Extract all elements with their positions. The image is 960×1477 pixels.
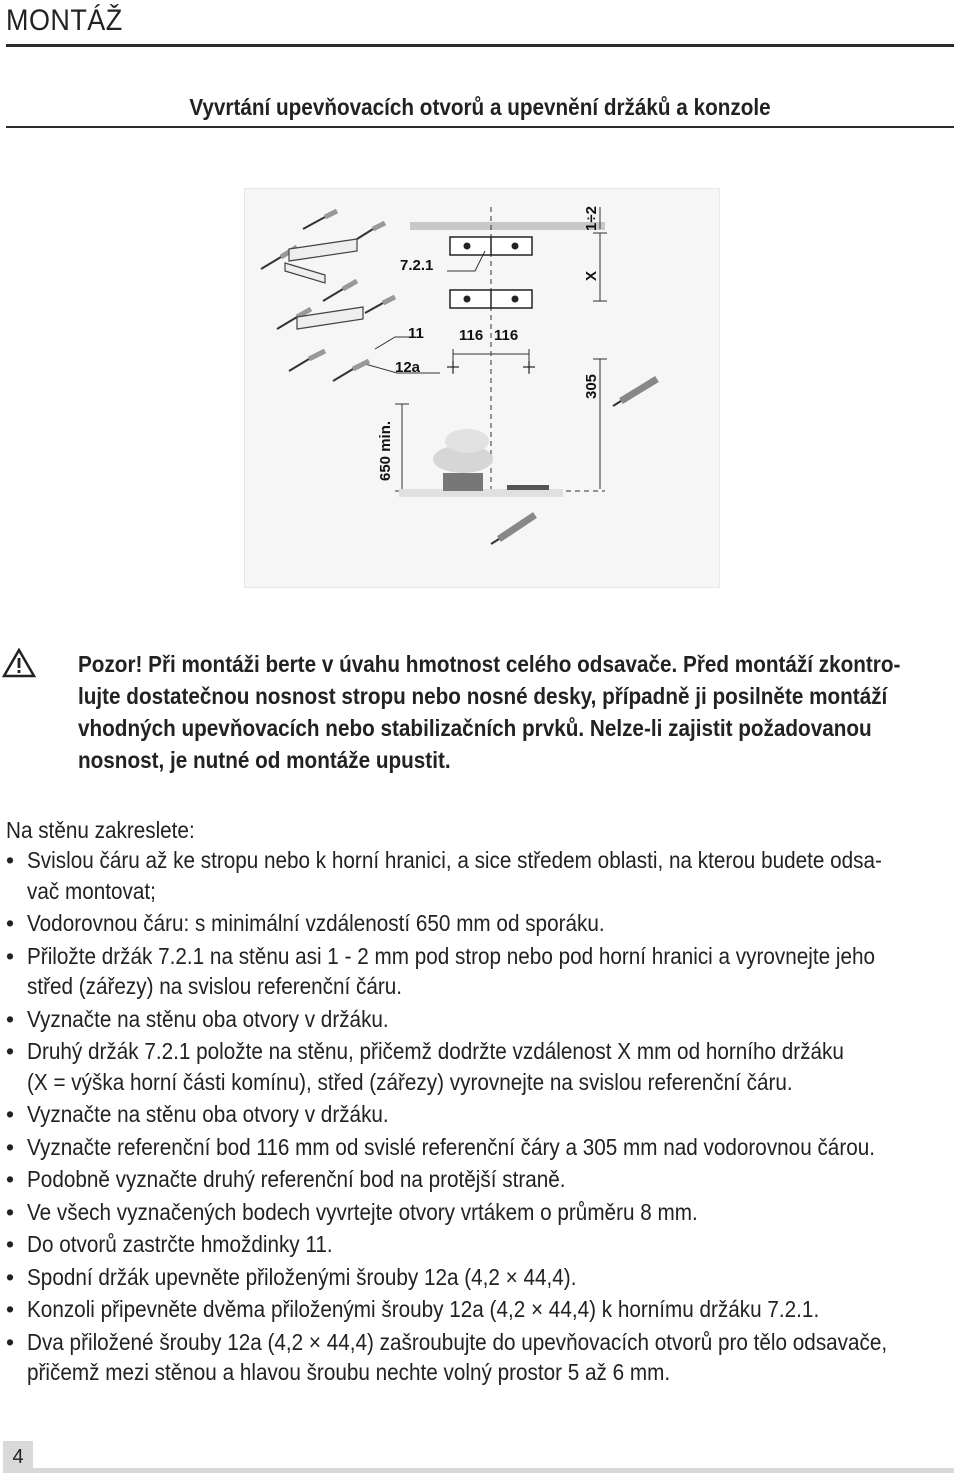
item-line: Vyznačte referenční bod 116 mm od svislé referenční čáry a 305 mm nad vodorovnou čárou. xyxy=(27,1133,875,1160)
mounting-diagram xyxy=(244,188,720,588)
bullet: • xyxy=(6,847,15,873)
bullet: • xyxy=(6,910,15,936)
page-number: 4 xyxy=(3,1441,33,1473)
label-gap: 1÷2 xyxy=(583,206,600,231)
label-screw: 12a xyxy=(395,359,421,376)
section-title: MONTÁŽ xyxy=(6,4,123,37)
pencil-icon xyxy=(491,379,657,544)
label-offset-left: 116 xyxy=(459,327,484,344)
label-offset-right: 116 xyxy=(494,327,519,344)
bullet: • xyxy=(6,1198,15,1225)
item-line: Do otvorů zastrčte hmoždinky 11. xyxy=(27,1231,333,1257)
warning-line: lujte dostatečnou nosnost stropu nebo nosné desky, případně ji posilněte montáží xyxy=(78,683,888,709)
warning-line: nosnost, je nutné od montáže upustit. xyxy=(78,747,451,773)
label-650-min: 650 min. xyxy=(377,420,394,481)
list-item xyxy=(0,1132,960,1163)
item-line: Přiložte držák 7.2.1 na stěnu asi 1 - 2 mm pod strop nebo pod horní hranici a vyrovnejte jeho xyxy=(27,942,876,969)
item-line: Vyznačte na stěnu oba otvory v držáku. xyxy=(27,1101,389,1127)
list-item xyxy=(0,1164,960,1195)
label-x: X xyxy=(583,270,600,281)
item-line: Ve všech vyznačených bodech vyvrtejte otvory vrtákem o průměru 8 mm. xyxy=(27,1198,698,1225)
page-subtitle: Vyvrtání upevňovacích otvorů a upevnění držáků a konzole xyxy=(189,94,771,120)
hob-icon xyxy=(399,429,563,497)
upper-bracket-icon xyxy=(450,237,532,255)
bullet: • xyxy=(6,1166,15,1192)
item-line: (X = výška horní části komínu), střed (zářezy) vyrovnejte na svislou referenční čáru. xyxy=(27,1068,793,1095)
list-item xyxy=(0,1294,960,1325)
item-line: vač montovat; xyxy=(27,877,156,904)
label-bracket: 7.2.1 xyxy=(400,257,434,274)
mounting-diagram-drawing xyxy=(245,189,719,587)
warning-line: Pozor! Při montáži berte v úvahu hmotnost celého odsavače. Před montáží zkontro- xyxy=(78,651,901,677)
list-item xyxy=(0,1229,960,1260)
item-line: Vyznačte na stěnu oba otvory v držáku. xyxy=(27,1005,389,1032)
item-line: Podobně vyznačte druhý referenční bod na protější straně. xyxy=(27,1166,566,1192)
subtitle-divider xyxy=(6,126,954,128)
list-item xyxy=(0,1197,960,1228)
item-line: střed (zářezy) na svislou referenční čáru. xyxy=(27,973,403,999)
list-item xyxy=(0,1004,960,1035)
page-header xyxy=(6,2,954,47)
list-item xyxy=(0,1262,960,1293)
bullet: • xyxy=(6,1296,15,1322)
warning-note xyxy=(78,648,948,776)
warning-triangle-icon xyxy=(2,648,36,678)
bullet: • xyxy=(6,1133,15,1160)
list-item xyxy=(0,845,960,906)
list-item xyxy=(0,1036,960,1097)
bullet: • xyxy=(6,1263,15,1290)
bullet: • xyxy=(6,1101,15,1127)
item-line: Vodorovnou čáru: s minimální vzdáleností 650 mm od sporáku. xyxy=(27,910,605,936)
warning-line: vhodných upevňovacích nebo stabilizačních prvků. Nelze-li zajistit požadovanou xyxy=(78,715,872,741)
bullet: • xyxy=(6,942,15,969)
list-item xyxy=(0,941,960,1002)
item-line: přičemž mezi stěnou a hlavou šroubu nechte volný prostor 5 až 6 mm. xyxy=(27,1359,671,1385)
item-line: Svislou čáru až ke stropu nebo k horní hranici, a sice středem oblasti, na kterou budete odsa- xyxy=(27,847,882,873)
screw-icon xyxy=(261,211,395,381)
item-line: Druhý držák 7.2.1 položte na stěnu, přičemž dodržte vzdálenost X mm od horního držáku xyxy=(27,1038,844,1064)
list-item xyxy=(0,908,960,939)
lower-bracket-icon xyxy=(450,290,532,308)
bullet: • xyxy=(6,1038,15,1064)
list-item xyxy=(0,1327,960,1388)
ceiling-strip xyxy=(410,222,605,230)
bullet: • xyxy=(6,1328,15,1355)
instruction-intro: Na stěnu zakreslete: xyxy=(6,817,195,843)
item-line: Spodní držák upevněte přiloženými šrouby 12a (4,2 × 44,4). xyxy=(27,1263,577,1290)
item-line: Dva přiložené šrouby 12a (4,2 × 44,4) zašroubujte do upevňovacích otvorů pro tělo odsavače, xyxy=(27,1328,888,1355)
item-line: Konzoli připevněte dvěma přiloženými šrouby 12a (4,2 × 44,4) k hornímu držáku 7.2.1. xyxy=(27,1296,820,1322)
label-305: 305 xyxy=(583,373,600,399)
bullet: • xyxy=(6,1005,15,1032)
label-dowel: 11 xyxy=(408,325,424,342)
bullet: • xyxy=(6,1231,15,1257)
instruction-list xyxy=(0,845,960,1390)
list-item xyxy=(0,1099,960,1130)
footer-divider xyxy=(33,1468,954,1473)
